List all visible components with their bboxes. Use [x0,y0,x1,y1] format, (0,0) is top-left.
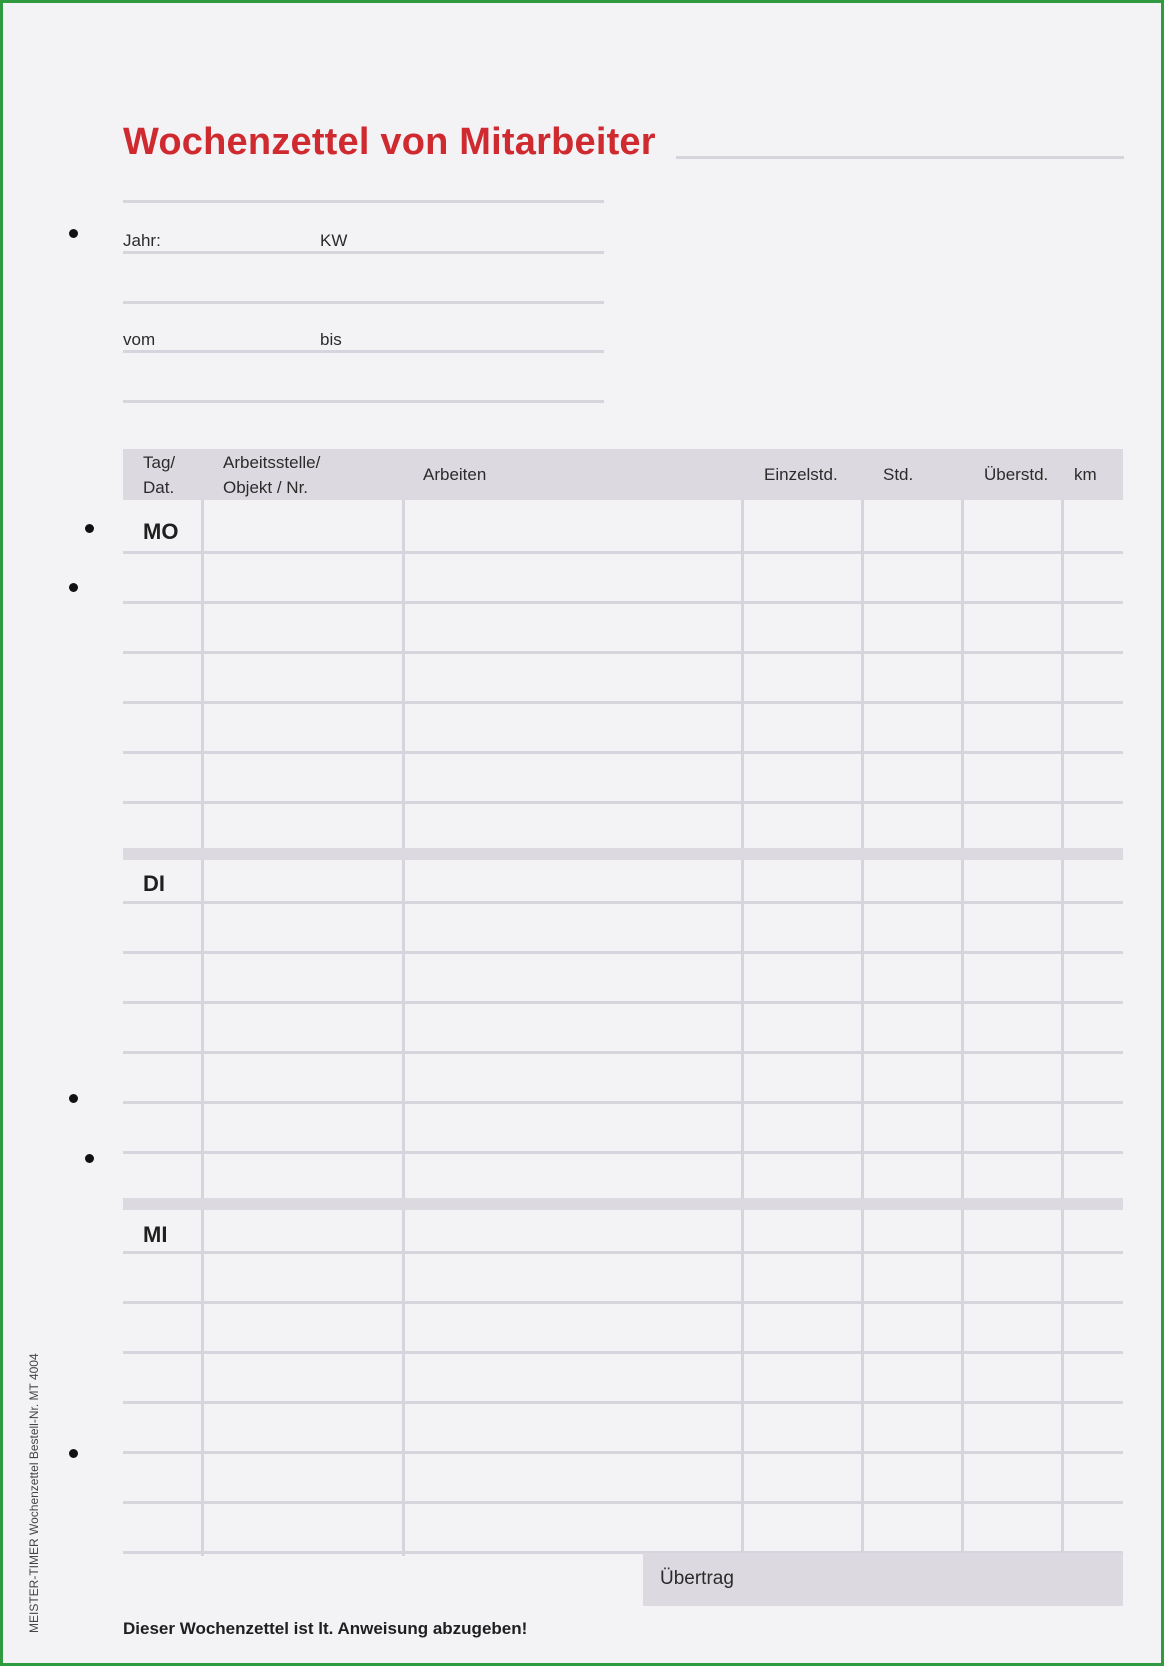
footer-note: Dieser Wochenzettel ist lt. Anweisung abzugeben! [123,1619,528,1638]
col-header-site: Arbeitsstelle/ Objekt / Nr. [223,453,321,497]
page-title: Wochenzettel von Mitarbeiter [123,121,656,163]
table-row[interactable] [123,601,1123,604]
table-row[interactable] [123,1001,1123,1004]
table-row[interactable] [123,1501,1123,1504]
column-line [402,500,405,1556]
date-range-line[interactable] [123,350,604,353]
table-row[interactable] [123,1051,1123,1054]
table-row[interactable] [123,951,1123,954]
column-line [201,500,204,1556]
day-label-tuesday: DI [143,871,165,896]
punch-hole [85,524,94,533]
col-header-km: km [1074,465,1097,484]
table-header [123,449,1123,500]
column-line [961,500,964,1556]
side-imprint [23,1253,43,1633]
table-row[interactable] [123,901,1123,904]
table-row[interactable] [123,701,1123,704]
col-header-hours: Std. [883,465,914,484]
col-header-work: Arbeiten [423,465,487,484]
from-label: vom [123,330,156,349]
to-label: bis [320,330,342,349]
year-label: Jahr: [123,231,161,250]
punch-hole [85,1154,94,1163]
table-row[interactable] [123,751,1123,754]
col-header-overtime: Überstd. [984,465,1049,484]
side-imprint-text: MEISTER-TIMER Wochenzettel Bestell-Nr. MT 4004 [27,1353,41,1633]
table-row[interactable] [123,651,1123,654]
day-separator [123,1198,1123,1210]
table-row[interactable] [123,1301,1123,1304]
week-label: KW [320,231,348,250]
punch-hole [69,583,78,592]
year-week-line[interactable] [123,251,604,254]
day-separator [123,848,1123,860]
table-row[interactable] [123,1451,1123,1454]
table-row[interactable] [123,1251,1123,1254]
punch-hole [69,1449,78,1458]
table-row[interactable] [123,801,1123,804]
table-row[interactable] [123,1151,1123,1154]
day-label-wednesday: MI [143,1222,168,1247]
table-row[interactable] [123,551,1123,554]
carry-over-box[interactable] [643,1553,1123,1606]
field-line [123,400,604,403]
day-label-monday: MO [143,519,179,544]
column-line [741,500,744,1556]
field-line [123,200,604,203]
column-line [861,500,864,1556]
punch-hole [69,229,78,238]
field-line [123,301,604,304]
table-row[interactable] [123,1351,1123,1354]
carry-over-label: Übertrag [660,1568,734,1589]
punch-hole [69,1094,78,1103]
table-row[interactable] [123,1401,1123,1404]
table-row[interactable] [123,1101,1123,1104]
column-line [1061,500,1064,1556]
employee-name-line[interactable] [676,156,1124,159]
col-header-single-hours: Einzelstd. [764,465,838,484]
col-header-day: Tag/ Dat. [143,453,176,497]
